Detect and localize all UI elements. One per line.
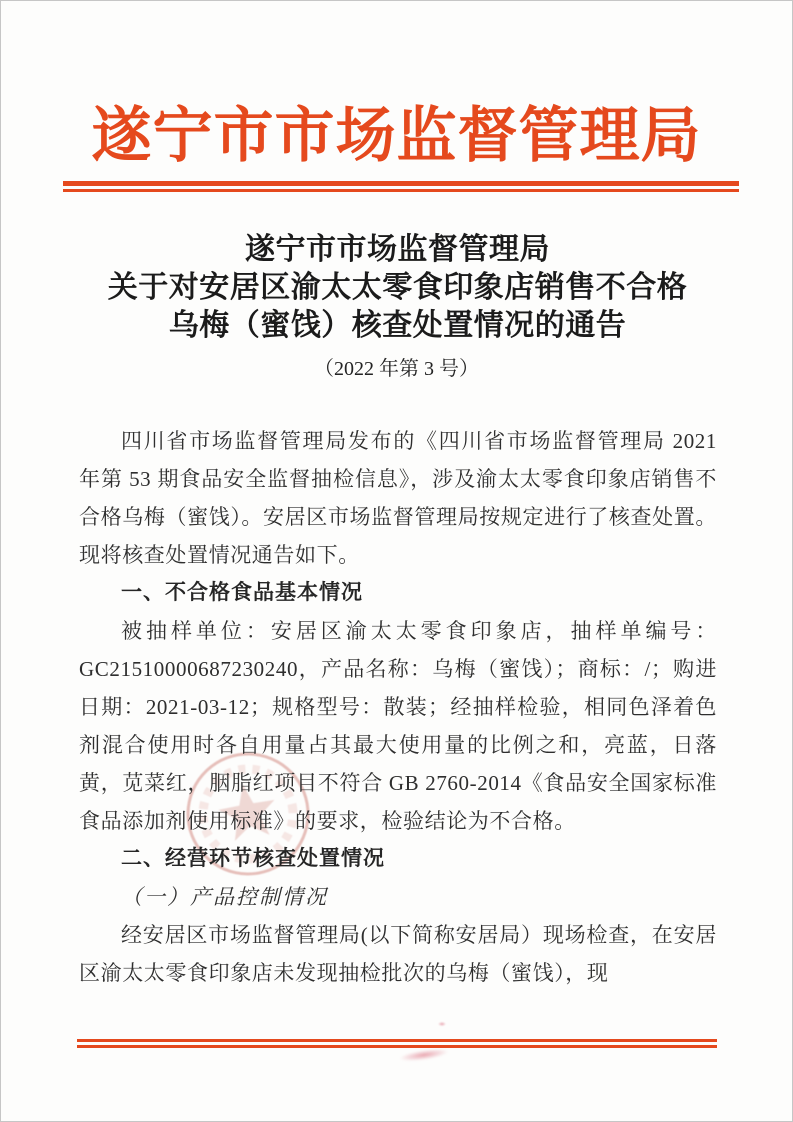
paragraph-inspection: 经安居区市场监督管理局(以下简称安居局）现场检查，在安居区渝太太零食印象店未发现抽检批次的乌梅（蜜饯），现 [79, 923, 717, 985]
masthead-double-rule [63, 181, 739, 192]
notice-title-line3: 乌梅（蜜饯）核查处置情况的通告 [168, 309, 627, 342]
notice-title-line2: 关于对安居区渝太太零食印象店销售不合格 [107, 271, 688, 304]
notice-title [41, 231, 754, 345]
paragraph-sample-info: 被抽样单位：安居区渝太太零食印象店，抽样单编号：GC21510000687230240，产品名称：乌梅（蜜饯）；商标：/；购进日期：2021-03-12；规格型号：散装；经抽样检验，相同色泽着色剂混合使用时各自用量占其最大使用量的比例之和，亮蓝，日落黄，苋菜红，胭脂红项目不符合 GB 2760-2014《食品安全国家标准 食品添加剂使用标准》的要求，检验结论为不合格。 [79, 619, 717, 833]
document-number: （2022 年第 3 号） [314, 358, 479, 380]
subsection-heading-1: （一）产品控制情况 [121, 885, 328, 909]
section-heading-1: 一、不合格食品基本情况 [121, 581, 363, 604]
section-heading-2: 二、经营环节核查处置情况 [121, 847, 385, 870]
footer-double-rule [77, 1039, 717, 1048]
paragraph-intro: 四川省市场监督管理局发布的《四川省市场监督管理局 2021 年第 53 期食品安全监督抽检信息》，涉及渝太太零食印象店销售不合格乌梅（蜜饯）。安居区市场监督管理局按规定进行了核查处置。现将核查处置情况通告如下。 [79, 429, 717, 567]
seal-speck [437, 1021, 447, 1027]
notice-body [79, 422, 717, 992]
agency-masthead: 遂宁市市场监督管理局 [91, 103, 702, 169]
notice-title-line1: 遂宁市市场监督管理局 [245, 233, 550, 266]
